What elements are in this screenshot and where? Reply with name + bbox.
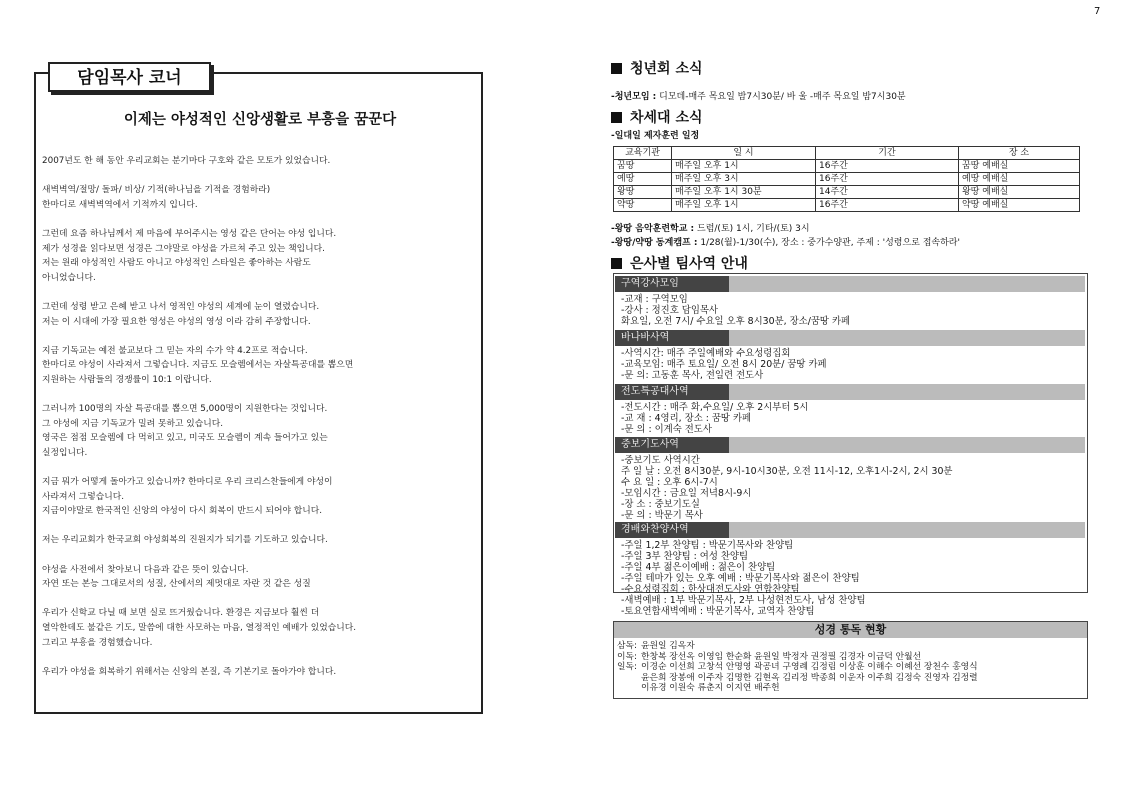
nextgen-title-text: 차세대 소식	[630, 110, 703, 126]
reader-names: 윤원일 김옥자	[641, 641, 695, 651]
ministry-line: -강사 : 정진호 담임목사	[621, 305, 718, 316]
youth-meeting-text: 디모데-매주 목요일 밤7시30분/ 바 울 -매주 목요일 밤7시30분	[659, 92, 906, 102]
training-schedule-table	[613, 146, 1080, 212]
article-line: 한마디로 새벽벽역에서 기적까지 입니다.	[42, 199, 198, 210]
square-bullet-icon	[611, 112, 622, 123]
reader-names: 이경순 이선희 고창석 안명영 곽공녀 구영례 김정림 이상훈 이해수 이혜선 장천수 홍영식	[641, 662, 978, 673]
gifts-section-title	[611, 253, 748, 273]
ministry-header	[615, 384, 1085, 400]
article-line	[42, 519, 476, 534]
article-line	[42, 548, 476, 563]
bible-reading-list	[617, 641, 978, 694]
article-line: 우리가 야성을 회복하기 위해서는 신앙의 본질, 즉 기본기로 돌아가야 합니다.	[42, 666, 337, 677]
ministry-header	[615, 276, 1085, 292]
ministry-line: -문 의 : 박문기 목사	[621, 510, 703, 521]
table-cell: 꿈땅	[614, 160, 672, 173]
ministry-details	[621, 294, 850, 327]
article-line: 2007년도 한 해 동안 우리교회는 분기마다 구호와 같은 모토가 있었습니다.	[42, 156, 331, 166]
ministry-line: -교재 : 구역모임	[621, 294, 688, 305]
article-line: 지원하는 사람들의 경쟁률이 10:1 이랍니다.	[42, 374, 212, 385]
table-cell: 매주일 오후 1시	[672, 199, 816, 212]
note-label: -왕땅 음악훈련학교 :	[611, 224, 695, 234]
bible-reading-row	[617, 683, 978, 694]
ministry-line: -주일 1,2부 찬양팀 : 박문기목사와 찬양팀	[621, 540, 794, 551]
article-line: 한마디로 야성이 사라져서 그렇습니다. 지금도 모슬렘에서는 자살특공대를 뽑으면	[42, 360, 354, 371]
article-line: 아니었습니다.	[42, 272, 96, 283]
ministry-header-label: 구역강사모임	[615, 276, 729, 292]
ministry-line: -주일 3부 찬양팀 : 여성 찬양팀	[621, 551, 749, 562]
article-line: 야성을 사전에서 찾아보니 다음과 같은 뜻이 있습니다.	[42, 564, 249, 575]
article-line	[42, 169, 476, 184]
bible-reading-row	[617, 673, 978, 684]
ministry-line: 화요일, 오전 7시/ 수요일 오후 8시30분, 장소/꿈땅 카페	[621, 316, 851, 327]
article-line: 지금이야말로 한국적인 신앙의 야성이 다시 회복이 반드시 되어야 합니다.	[42, 506, 323, 517]
article-line	[42, 650, 476, 665]
ministry-line: -사역시간: 매주 주일예배와 수요성령집회	[621, 348, 791, 359]
article-headline: 이제는 야성적인 신앙생활로 부흥을 꿈꾼다	[123, 112, 397, 128]
table-cell: 14주간	[816, 186, 959, 199]
table-cell: 매주일 오후 3시	[672, 173, 816, 186]
article-line: 그러니까 100명의 자살 특공대를 뽑으면 5,000명이 지원한다는 것입니다.	[42, 404, 328, 415]
article-line	[42, 592, 476, 607]
table-row	[614, 160, 1080, 173]
article-line: 실정입니다.	[42, 447, 88, 458]
ministry-line: -토요연합새벽예배 : 박문기목사, 교역자 찬양팀	[621, 606, 815, 617]
reader-names: 한창복 장선옥 이영임 한순화 윤원일 박정자 권정필 김경자 이금덕 안월선	[641, 651, 922, 662]
reader-names: 이유경 이원숙 류춘지 이지연 배주헌	[641, 683, 780, 694]
reader-names: 윤은희 장봉애 이주자 김명한 김현옥 김리정 박종희 이운자 이주희 김정숙 진영자 김정렬	[641, 672, 978, 683]
article-body	[42, 154, 476, 679]
table-row	[614, 199, 1080, 212]
article-line: 저는 이 시대에 가장 필요한 영성은 야성의 영성 이라 감히 주장합니다.	[42, 316, 311, 327]
ministry-line: -전도시간 : 매주 화,수요일/ 오후 2시부터 5시	[621, 402, 809, 413]
article-line: 저는 원래 야성적인 사람도 아니고 야성적인 스타일은 좋아하는 사람도	[42, 258, 311, 269]
page-number: 7	[1094, 6, 1101, 17]
table-cell: 예땅	[614, 173, 672, 186]
table-header-cell: 기간	[816, 147, 959, 160]
ministry-header-label: 경배와찬양사역	[615, 522, 729, 538]
note-label: -왕땅/약땅 동계캠프 :	[611, 238, 698, 248]
article-line: 우리가 신학교 다닐 때 보면 실로 뜨거웠습니다. 환경은 지금보다 훨씬 더	[42, 608, 320, 619]
pastor-corner-tab: 담임목사 코너	[48, 62, 211, 92]
ministry-header-bar	[729, 330, 1085, 346]
article-line: 지금 뭐가 어떻게 돌아가고 있습니까? 한마디로 우리 크리스찬들에게 야성이	[42, 477, 333, 488]
square-bullet-icon	[611, 258, 622, 269]
bible-reading-row	[617, 662, 978, 673]
article-line: 지금 기독교는 예전 불교보다 그 믿는 자의 수가 약 4.2프로 적습니다.	[42, 345, 308, 356]
article-line	[42, 212, 476, 227]
winter-camp-note	[611, 235, 960, 248]
table-header-cell: 장 소	[959, 147, 1080, 160]
nextgen-subtitle: -일대일 제자훈련 일정	[611, 131, 700, 141]
ministry-line: -주일 테마가 있는 오후 예배 : 박문기목사와 젊은이 찬양팀	[621, 573, 860, 584]
youth-meeting-label: -청년모임 :	[611, 92, 657, 102]
ministry-header-label: 전도특공대사역	[615, 384, 729, 400]
article-line: 그런데 성령 받고 은혜 받고 나서 영적인 야성의 세계에 눈이 열렸습니다.	[42, 301, 320, 312]
youth-section-title	[611, 58, 703, 78]
ministry-details	[621, 540, 866, 617]
article-line: 새벽벽역/절망/ 돌파/ 비상/ 기적(하나님을 기적을 경험하라)	[42, 185, 271, 196]
table-cell: 매주일 오후 1시 30분	[672, 186, 816, 199]
ministry-header	[615, 522, 1085, 538]
table-cell: 16주간	[816, 160, 959, 173]
ministry-header-bar	[729, 437, 1085, 453]
article-line: 그리고 부흥을 경험했습니다.	[42, 637, 153, 648]
ministry-header-bar	[729, 384, 1085, 400]
ministry-line: -문 의: 고동훈 목사, 전일련 전도사	[621, 370, 764, 381]
ministry-line: -교육모임: 매주 토요일/ 오전 8시 20분/ 꿈땅 카페	[621, 359, 827, 370]
article-line	[42, 388, 476, 403]
ministry-line: -수요성령집회 : 한상대전도사와 연합찬양팀	[621, 584, 800, 595]
article-line: 자연 또는 본능 그대로서의 성질, 산에서의 제멋대로 자란 것 같은 성질	[42, 579, 311, 590]
article-line: 저는 우리교회가 한국교회 야성회복의 진원지가 되기를 기도하고 있습니다.	[42, 535, 328, 546]
square-bullet-icon	[611, 63, 622, 74]
reading-count-label: 삼독:	[617, 641, 637, 651]
article-line: 열악한데도 불같은 기도, 말씀에 대한 사모하는 마음, 열정적인 예배가 있었습니다.	[42, 623, 356, 633]
article-line	[42, 460, 476, 475]
article-line: 제가 성경을 읽다보면 성경은 그야말로 야성을 가르쳐 주고 있는 책입니다.	[42, 243, 325, 254]
table-cell: 매주일 오후 1시	[672, 160, 816, 173]
table-row	[614, 186, 1080, 199]
ministry-details	[621, 455, 952, 521]
article-line: 사라져서 그렇습니다.	[42, 491, 125, 502]
youth-meeting-line	[611, 89, 906, 102]
article-line	[42, 285, 476, 300]
note-text: 1/28(월)-1/30(수), 장소 : 중가수양관, 주제 : '성령으로 접속하라'	[697, 238, 960, 248]
ministry-line: 주 일 날 : 오전 8시30분, 9시-10시30분, 오전 11시-12, 오후1시-2시, 2시 30분	[621, 466, 953, 477]
bible-reading-row	[617, 652, 978, 663]
table-cell: 16주간	[816, 199, 959, 212]
nextgen-section-title	[611, 107, 703, 127]
table-header-cell: 교육기관	[614, 147, 672, 160]
note-text: 드럼/(토) 1시, 기타/(토) 3시	[694, 224, 810, 234]
article-line: 영국은 점점 모슬렘에 다 먹히고 있고, 미국도 모슬렘이 계속 들어가고 있는	[42, 433, 328, 444]
ministry-details	[621, 402, 808, 435]
table-cell: 약땅	[614, 199, 672, 212]
table-header-row	[614, 147, 1080, 160]
ministry-line: -장 소 : 중보기도실	[621, 499, 700, 510]
ministry-line: -문 의 : 이계숙 전도사	[621, 424, 712, 435]
table-cell: 약땅 예배실	[959, 199, 1080, 212]
table-cell: 꿈땅 예배실	[959, 160, 1080, 173]
music-school-note	[611, 221, 810, 234]
ministry-header	[615, 437, 1085, 453]
article-line: 그 야성에 지금 기독교가 밀려 못하고 있습니다.	[42, 418, 224, 429]
reading-count-label: 일독:	[617, 662, 637, 673]
table-cell: 예땅 예배실	[959, 173, 1080, 186]
ministry-line: -모임시간 : 금요일 저녁8시-9시	[621, 488, 752, 499]
ministry-line: 수 요 일 : 오후 6시-7시	[621, 477, 718, 488]
table-row	[614, 173, 1080, 186]
youth-title-text: 청년회 소식	[630, 61, 703, 77]
ministry-header-bar	[729, 276, 1085, 292]
table-header-cell: 일 시	[672, 147, 816, 160]
gifts-title-text: 은사별 팀사역 안내	[630, 256, 748, 272]
table-cell: 16주간	[816, 173, 959, 186]
bible-reading-row	[617, 641, 978, 652]
ministry-header-label: 바나바사역	[615, 330, 729, 346]
article-line	[42, 329, 476, 344]
table-cell: 왕땅	[614, 186, 672, 199]
ministry-line: -교 재 : 4영리, 장소 : 꿈땅 카페	[621, 413, 752, 424]
ministry-details	[621, 348, 827, 381]
ministry-header-bar	[729, 522, 1085, 538]
ministry-line: -새벽예배 : 1부 박문기목사, 2부 나성현전도사, 남성 찬양팀	[621, 595, 866, 606]
ministry-line: -중보기도 사역시간	[621, 455, 700, 466]
ministry-header-label: 중보기도사역	[615, 437, 729, 453]
bible-reading-title: 성경 통독 현황	[614, 622, 1087, 638]
table-cell: 왕땅 예배실	[959, 186, 1080, 199]
reading-count-label: 이독:	[617, 651, 637, 662]
ministry-line: -주일 4부 젊은이예배 : 젊은이 찬양팀	[621, 562, 776, 573]
article-line: 그런데 요즘 하나님께서 제 마음에 부어주시는 영성 같은 단어는 야성 입니다.	[42, 228, 337, 239]
ministry-header	[615, 330, 1085, 346]
